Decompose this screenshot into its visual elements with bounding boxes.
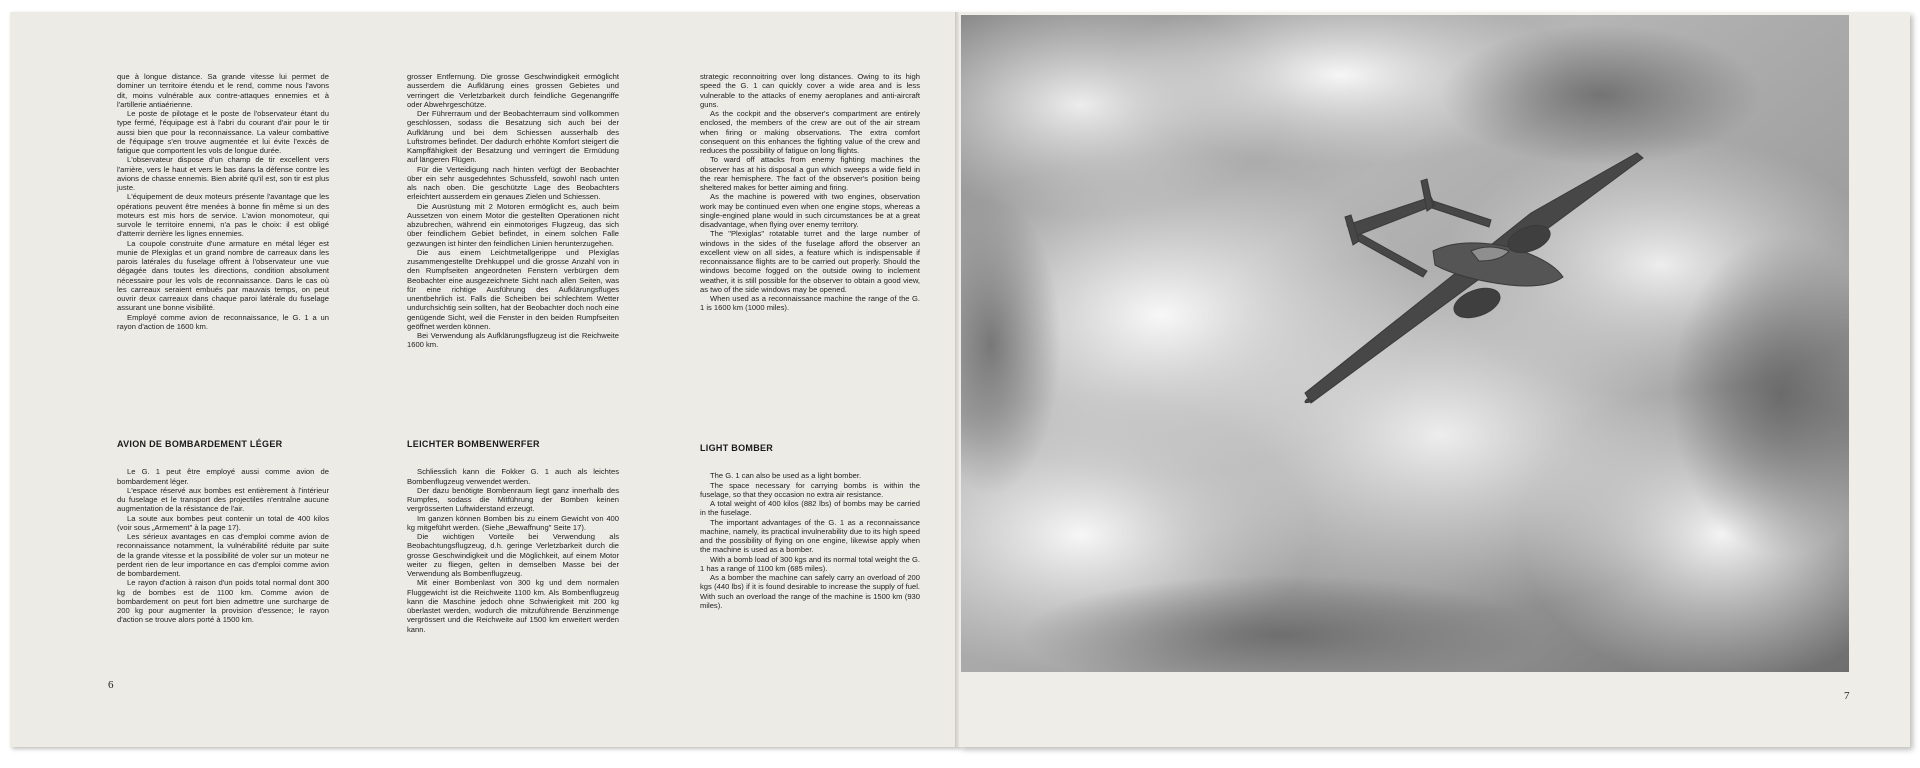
- paragraph: Die wichtigen Vorteile bei Verwendung als Beobachtungsflugzeug, d.h. geringe Verletzbarkeit durch die grosse Geschwindigkeit und die Möglichkeit, auf einem Motor weiter zu fliegen, gelten in demselben Masse bei der Verwendung als Bombenflugzeug.: [407, 532, 619, 578]
- paragraph: Für die Verteidigung nach hinten verfügt der Beobachter über ein sehr ausgedehntes Schussfeld, sowohl nach unten als nach oben. Die geschützte Lage des Beobachters erleichtert ausserdem ein genaues Zielen und Schiessen.: [407, 164, 619, 202]
- paragraph: As the cockpit and the observer's compartment are entirely enclosed, the members of the crew are out of the air stream when firing or making observations. The extra comfort consequent on this enhances the fighting value of the crew and reduces the possibility of fatigue on long flights.: [700, 109, 920, 155]
- paragraph: The G. 1 can also be used as a light bomber.: [710, 471, 862, 481]
- german-text-column-bottom: [407, 440, 619, 634]
- section-heading-english: LIGHT BOMBER: [700, 443, 774, 453]
- aircraft-photo: [961, 15, 1849, 672]
- paragraph: Les sérieux avantages en cas d'emploi comme avion de reconnaissance notamment, la vulnérabilité réduite par suite de la grande vitesse et la possibilité de voler sur un moteur ne perdent rien de leur importance en cas d'emploi comme avion de bombardement.: [117, 532, 329, 578]
- paragraph: A total weight of 400 kilos (882 lbs) of bombs may be carried in the fuselage.: [700, 499, 920, 518]
- paragraph: La soute aux bombes peut contenir un total de 400 kilos (voir sous „Armement" à la page 17).: [117, 513, 329, 532]
- english-text-column-bottom: [700, 444, 920, 610]
- german-text-column-top: [407, 72, 619, 350]
- paragraph: The space necessary for carrying bombs is within the fuselage, so that they occasion no extra air resistance.: [700, 480, 920, 499]
- paragraph: The important advantages of the G. 1 as a reconnaissance machine, namely, its practical invulnerability due to its high speed and the possibility of flying on one engine, likewise apply when the machine is used as a bomber.: [700, 517, 920, 555]
- paragraph: La coupole construite d'une armature en métal léger est munie de Plexiglas et un grand nombre de carreaux dans les parois latérales du fuselage offrent à l'observateur une vue dégagée dans toutes les directions, condition absolument nécessaire pour les vols de reconnaissance. Dans le cas où les carreaux seraient embués par mauvais temps, on peut ouvrir deux carreaux dans chaque paroi latérale du fuselage assurant une bonne visibilité.: [117, 238, 329, 313]
- paragraph: Die Ausrüstung mit 2 Motoren ermöglicht es, auch beim Aussetzen von einem Motor die gestellten Operationen nicht abzubrechen, während ein einmotoriges Flugzeug, das sich über feindlichem Gebiet befindet, in einem solchen Falle gezwungen ist hinter den feindlichen Linien herunterzugehen.: [407, 201, 619, 248]
- english-text-column-top: [700, 72, 920, 313]
- section-heading-german: LEICHTER BOMBENWERFER: [407, 439, 540, 449]
- paragraph: The "Plexiglas" rotatable turret and the large number of windows in the sides of the fuselage afford the observer an excellent view on all sides, a feature which is indispensable if reconnaissance flights are to be carried out properly. Should the windows become fogged on the outside owing to inclement weather, it is still possible for the observer to obtain a good view, as two of the side windows may be opened.: [700, 229, 920, 294]
- paragraph: Le poste de pilotage et le poste de l'observateur étant du type fermé, l'équipage est à l'abri du courant d'air pour le tir aussi bien que pour la reconnaissance. La valeur combattive de l'équipage s'en trouve augmentée et lui évite l'excès de fatigue que comportent les vols de longue durée.: [117, 109, 329, 155]
- paragraph: Employé comme avion de reconnaissance, le G. 1 a un rayon d'action de 1600 km.: [117, 312, 329, 331]
- paragraph: strategic reconnoitring over long distances. Owing to its high speed the G. 1 can quickly cover a wide area and is less vulnerable to the attacks of enemy aeroplanes and anti-aircraft guns.: [700, 72, 920, 109]
- paragraph: As a bomber the machine can safely carry an overload of 200 kgs (440 lbs) if it is found desirable to increase the supply of fuel. With such an overload the range of the machine is 1500 km (930 miles).: [700, 573, 920, 610]
- paragraph: Bei Verwendung als Aufklärungsflugzeug ist die Reichweite 1600 km.: [407, 331, 619, 350]
- page-number-right: 7: [1844, 690, 1850, 702]
- paragraph: Der Führerraum und der Beobachterraum sind vollkommen geschlossen, sodass die Besatzung sich auch bei der Aufklärung und bei dem Schiessen ausserhalb des Luftstromes befindet. Der dadurch erhöhte Komfort steigert die Kampffähigkeit der Besatzung und verringert die Ermüdung auf längeren Flügen.: [407, 109, 619, 165]
- paragraph: L'observateur dispose d'un champ de tir excellent vers l'arrière, vers le haut et vers le bas dans la défense contre les avions de chasse ennemis. Bien abrité qu'il est, son tir est plus juste.: [117, 155, 329, 192]
- paragraph: As the machine is powered with two engines, observation work may be continued even when one engine stops, whereas a single-engined plane would in such circumstances be at a great disadvantage, when flying over enemy territory.: [700, 192, 920, 229]
- left-page: [10, 12, 959, 747]
- paragraph: When used as a reconnaissance machine the range of the G. 1 is 1600 km (1000 miles).: [700, 294, 920, 313]
- page-number-left: 6: [108, 679, 114, 691]
- paragraph: Le rayon d'action à raison d'un poids total normal dont 300 kg de bombes est de 1100 km. Comme avion de bombardement on peut fort bien admettre une surcharge de 200 kg pour augmenter la provision d'essence; le rayon d'action se trouve alors porté à 1500 km.: [117, 578, 329, 625]
- paragraph: L'espace réservé aux bombes est entièrement à l'intérieur du fuselage et le transport des projectiles n'entraîne aucune augmentation de la résistance de l'air.: [117, 485, 329, 514]
- paragraph: To ward off attacks from enemy fighting machines the observer has at his disposal a gun which sweeps a wide field in the rear hemisphere. The fact of the observer's position being sheltered makes for better aiming and firing.: [700, 155, 920, 192]
- french-text-column-top: [117, 72, 329, 331]
- paragraph: Im ganzen können Bomben bis zu einem Gewicht von 400 kg mitgeführt werden. (Siehe „Bewaffnung" Seite 17).: [407, 513, 619, 532]
- paragraph: grosser Entfernung. Die grosse Geschwindigkeit ermöglicht ausserdem die Aufklärung eines grossen Gebietes und verringert die Verletzbarkeit durch feindliche Gegenangriffe oder Abwehrgeschütze.: [407, 72, 619, 109]
- paragraph: Le G. 1 peut être employé aussi comme avion de bombardement léger.: [117, 467, 329, 486]
- section-heading-french: AVION DE BOMBARDEMENT LÉGER: [117, 439, 283, 449]
- paragraph: Schliesslich kann die Fokker G. 1 auch als leichtes Bombenflugzeug verwendet werden.: [407, 467, 619, 486]
- paragraph: Mit einer Bombenlast von 300 kg und dem normalen Fluggewicht ist die Reichweite 1100 km. Als Bombenflugzeug kann die Maschine jedoch ohne Schwierigkeit mit 200 kg überlastet werden, wodurch die mitzuführende Benzinmenge vergrössert und die Reichweite auf 1500 km erweitert werden kann.: [407, 578, 619, 634]
- paragraph: Die aus einem Leichtmetallgerippe und Plexiglas zusammengestellte Drehkuppel und die grosse Anzahl von in den Rumpfseiten angeordneten Fenstern verbürgen dem Beobachter eine ausgezeichnete Sicht nach allen Seiten, was für eine richtige Ausführung des Aufklärungsfluges unentbehrlich ist. Falls die Scheiben bei schlechtem Wetter undurchsichtig sein sollten, hat der Beobachter doch noch eine genügende Sicht, weil die Fenster in den beiden Rumpfseiten geöffnet werden können.: [407, 247, 619, 331]
- paragraph: L'équipement de deux moteurs présente l'avantage que les opérations peuvent être menées à bonne fin même si un des moteurs est mis hors de service. L'avion monomoteur, qui survole le territoire ennemi, n'a pas le choix: il est obligé d'atterrir derrière les lignes ennemies.: [117, 192, 329, 239]
- paragraph: With a bomb load of 300 kgs and its normal total weight the G. 1 has a range of 1100 km (685 miles).: [700, 554, 920, 573]
- paragraph: que à longue distance. Sa grande vitesse lui permet de dominer un territoire étendu et le rend, comme nous l'avons dit, moins vulnérable aux contre-attaques ennemies et à l'artillerie antiaérienne.: [117, 72, 329, 109]
- photo-svg: [961, 15, 1849, 672]
- french-text-column-bottom: [117, 440, 329, 625]
- paragraph: Der dazu benötigte Bombenraum liegt ganz innerhalb des Rumpfes, sodass die Mitführung der Bomben keinen vergrösserten Luftwiderstand erzeugt.: [407, 485, 619, 514]
